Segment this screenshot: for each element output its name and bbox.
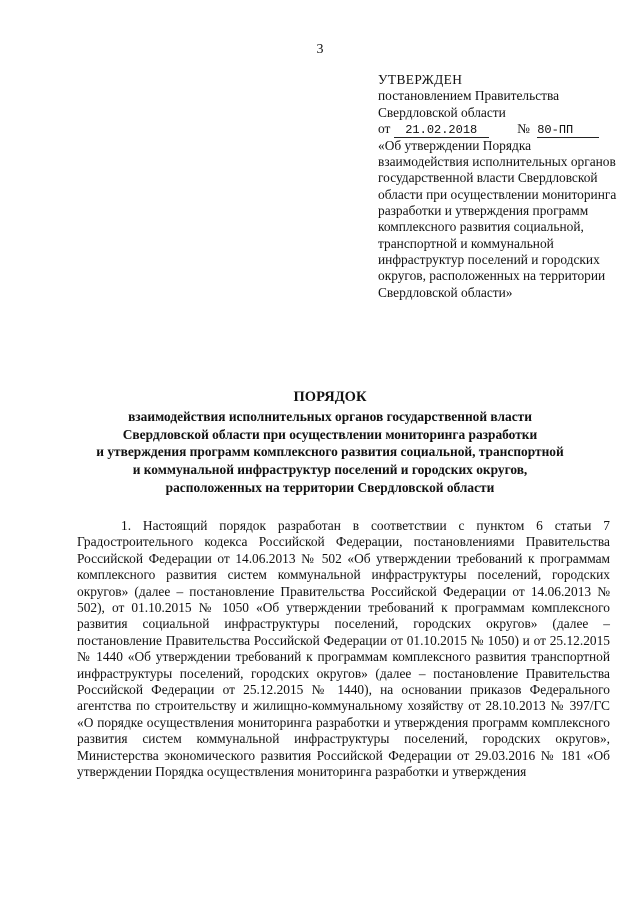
document-heading bbox=[60, 388, 600, 497]
document-body bbox=[77, 518, 610, 781]
handwritten-number: 80-ПП bbox=[537, 124, 599, 138]
document-title: ПОРЯДОК bbox=[293, 389, 367, 405]
page-number: 3 bbox=[316, 42, 324, 57]
heading-line-4: и коммунальной инфраструктур поселений и городских округов, bbox=[132, 462, 528, 478]
approval-basis: «Об утверждении Порядка взаимодействия исполнительных органов государственной власти Свердловской области при осуществлении мониторинга разработки и утверждения программ комплексного развития социальной, транспортной и коммунальной инфраструктур поселений и городских округов, расположенных на территории Свердловской области» bbox=[378, 137, 617, 300]
approval-block bbox=[378, 72, 618, 301]
number-prefix: № bbox=[517, 120, 530, 136]
heading-line-3: и утверждения программ комплексного развития социальной, транспортной bbox=[96, 444, 564, 460]
approval-title: УТВЕРЖДЕН bbox=[378, 72, 463, 87]
handwritten-date: 21.02.2018 bbox=[394, 124, 489, 138]
approval-line-2: Свердловской области bbox=[378, 104, 506, 120]
date-prefix: от bbox=[378, 120, 391, 136]
heading-line-5: расположенных на территории Свердловской области bbox=[165, 479, 495, 495]
paragraph-1: 1. Настоящий порядок разработан в соответствии с пунктом 6 статьи 7 Градостроительного кодекса Российской Федерации, постановлениями Правительства Российской Федерации от 14.06.2013 № 502 «Об утверждении требований к программам комплексного развития систем коммунальной инфраструктуры поселений, городских округов» (далее – постановление Правительства Российской Федерации от 14.06.2013 № 502), от 01.10.2015 № 1050 «Об утверждении требований к программам комплексного развития социальной инфраструктуры поселений, городских округов» (далее – постановление Правительства Российской Федерации от 01.10.2015 № 1050) и от 25.12.2015 № 1440 «Об утверждении требований к программам комплексного развития транспортной инфраструктуры поселений, городских округов» (далее – постановление Правительства Российской Федерации от 25.12.2015 № 1440), на основании приказов Федерального агентства по строительству и жилищно-коммунальному хозяйству от 28.10.2013 № 397/ГС «О порядке осуществления мониторинга разработки и утверждения программ комплексного развития систем коммунальной инфраструктуры поселений, городских округов», Министерства экономического развития Российской Федерации от 29.03.2016 № 181 «Об утверждении Порядка осуществления мониторинга разработки и утверждения bbox=[77, 518, 610, 780]
approval-date-row bbox=[378, 121, 618, 138]
heading-line-2: Свердловской области при осуществлении мониторинга разработки bbox=[122, 426, 538, 442]
approval-line-1: постановлением Правительства bbox=[378, 88, 560, 104]
heading-line-1: взаимодействия исполнительных органов государственной власти bbox=[128, 409, 532, 424]
